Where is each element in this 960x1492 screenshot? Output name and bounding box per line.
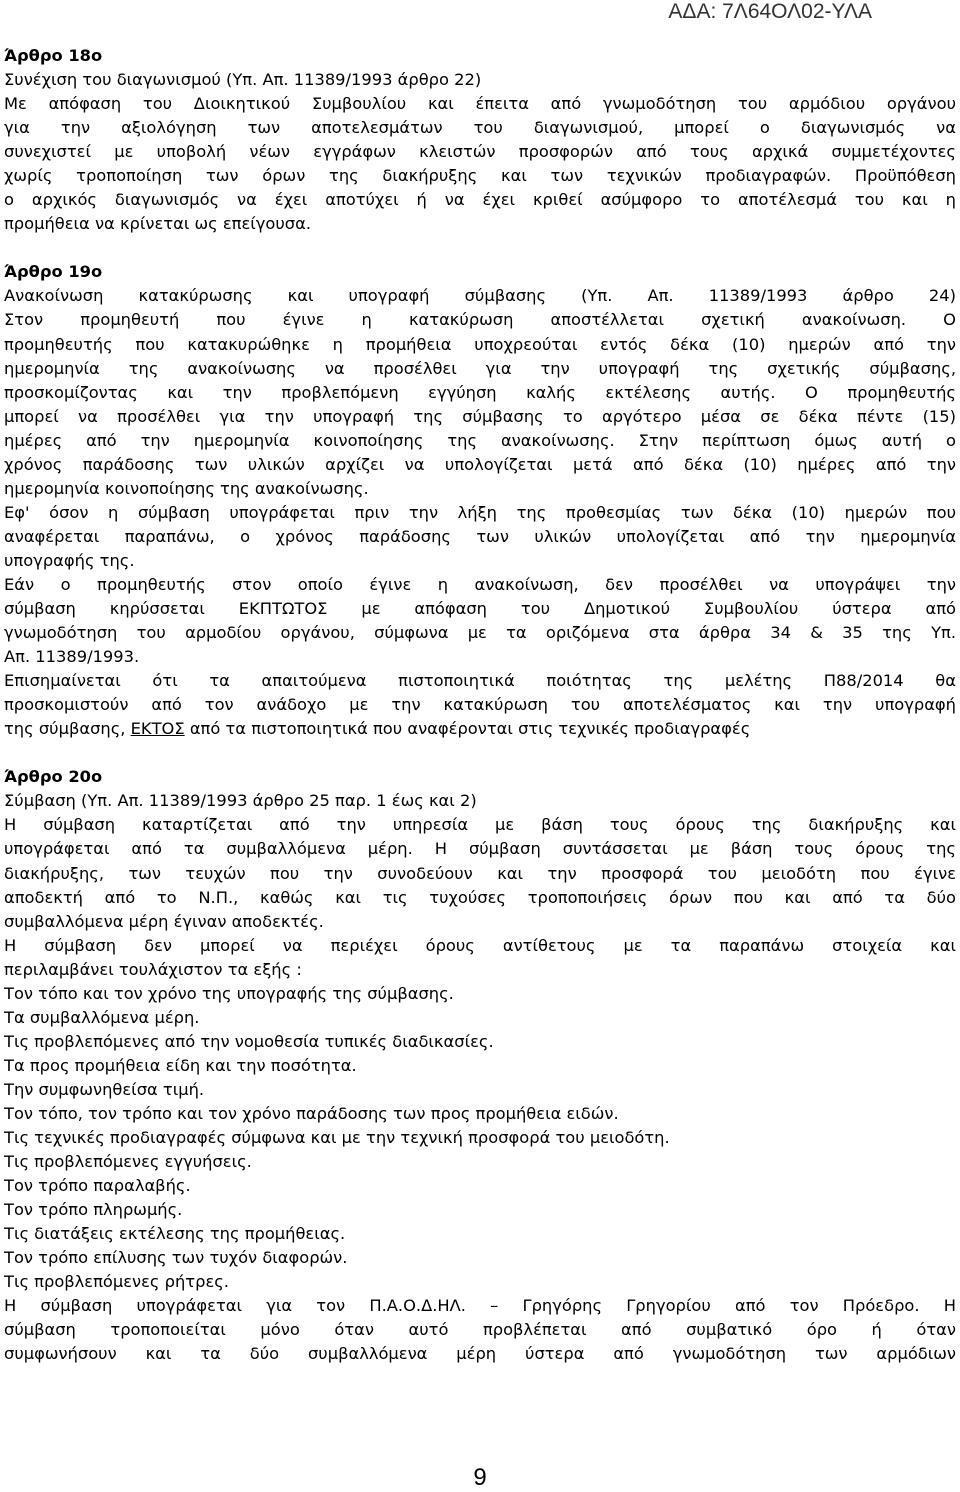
ektos-underlined: ΕΚΤΟΣ — [130, 719, 185, 739]
article-18-line: χωρίς τροποποίηση των όρων της διακήρυξης και των τεχνικών προδιαγραφών. Προϋπόθεση — [4, 166, 956, 186]
contract-item: Τον τρόπο επίλυσης των τυχόν διαφορών. — [4, 1248, 348, 1268]
article-20-line: Η σύμβαση δεν μπορεί να περιέχει όρους αντίθετους με τα παραπάνω στοιχεία και — [4, 935, 956, 955]
article-19-heading: Άρθρο 19ο — [4, 262, 103, 282]
contract-item: Τον τόπο και τον χρόνο της υπογραφής της σύμβασης. — [4, 983, 454, 1003]
page-number: 9 — [473, 1464, 487, 1491]
article-19-line: γνωμοδότηση του αρμοδίου οργάνου, σύμφωνα με τα οριζόμενα στα άρθρα 34 & 35 της Υπ. — [4, 623, 956, 643]
article-19-line: ημέρες από την ημερομηνία κοινοποίησης της ανακοίνωσης. Στην περίπτωση όμως αυτή ο — [4, 430, 956, 450]
document-body — [4, 44, 956, 1366]
article-19-line: Εάν ο προμηθευτής στον οποίο έγινε η ανακοίνωση, δεν προσέλθει να υπογράψει την — [4, 574, 956, 594]
contract-item: Τις τεχνικές προδιαγραφές σύμφωνα και με την τεχνική προσφορά του μειοδότη. — [4, 1128, 670, 1148]
article-19-line: ημερομηνία κοινοποίησης της ανακοίνωσης. — [4, 478, 369, 498]
line-text: της σύμβασης, — [4, 719, 131, 739]
contract-item: Τις προβλεπόμενες ρήτρες. — [4, 1272, 229, 1292]
article-20-line: υπογράφεται από τα συμβαλλόμενα μέρη. Η σύμβαση συντάσσεται με βάση τους όρους της — [4, 839, 956, 859]
line-text: από τα πιστοποιητικά που αναφέρονται στις τεχνικές προδιαγραφές — [184, 719, 751, 739]
article-19-line: αναφέρεται παραπάνω, ο χρόνος παράδοσης των υλικών υπολογίζεται από την ημερομηνία — [4, 526, 956, 546]
article-20-line: σύμβαση τροποποιείται μόνο όταν αυτό προβλέπεται από συμβατικό όρο ή όταν — [4, 1320, 956, 1340]
contract-item: Την συμφωνηθείσα τιμή. — [4, 1079, 205, 1099]
contract-item: Τον τόπο, τον τρόπο και τον χρόνο παράδοσης των προς προμήθεια ειδών. — [4, 1103, 619, 1123]
article-20-line: συμφωνήσουν και τα δύο συμβαλλόμενα μέρη ύστερα από γνωμοδότηση των αρμόδιων — [4, 1344, 956, 1364]
article-19-subtitle: Ανακοίνωση κατακύρωσης και υπογραφή σύμβασης (Υπ. Απ. 11389/1993 άρθρο 24) — [4, 286, 956, 306]
article-20-line: συμβαλλόμενα μέρη έγιναν αποδεκτές. — [4, 911, 324, 931]
spacer — [4, 741, 956, 765]
article-18-line: ο αρχικός διαγωνισμός να έχει αποτύχει ή να έχει κριθεί ασύμφορο το αποτέλεσμά του και η — [4, 190, 956, 210]
article-20-subtitle: Σύμβαση (Υπ. Απ. 11389/1993 άρθρο 25 παρ. 1 έως και 2) — [4, 791, 477, 811]
article-20-heading: Άρθρο 20ο — [4, 767, 103, 787]
article-19-line: μπορεί να προσέλθει για την υπογραφή της σύμβασης το αργότερο μέσα σε δέκα πέντε (15) — [4, 406, 956, 426]
article-19-line: υπογραφής της. — [4, 550, 135, 570]
contract-item: Τον τρόπο πληρωμής. — [4, 1200, 183, 1220]
article-19-line: προμηθευτής που κατακυρώθηκε η προμήθεια υποχρεούται εντός δέκα (10) ημερών από την — [4, 334, 956, 354]
article-18-line: Με απόφαση του Διοικητικού Συμβουλίου και έπειτα από γνωμοδότηση του αρμόδιου οργάνου — [4, 94, 956, 114]
article-20-line: Η σύμβαση υπογράφεται για τον Π.Α.Ο.Δ.ΗΛ. – Γρηγόρης Γρηγορίου από τον Πρόεδρο. Η — [4, 1296, 956, 1316]
article-18-line: προμήθεια να κρίνεται ως επείγουσα. — [4, 214, 312, 234]
contract-item: Τα συμβαλλόμενα μέρη. — [4, 1007, 200, 1027]
article-18-line: συνεχιστεί με υποβολή νέων εγγράφων κλειστών προσφορών από τους αρχικά συμμετέχοντες — [4, 142, 956, 162]
article-18-heading: Άρθρο 18ο — [4, 46, 103, 65]
article-20-line: περιλαμβάνει τουλάχιστον τα εξής : — [4, 959, 302, 979]
contract-item: Τον τρόπο παραλαβής. — [4, 1176, 191, 1196]
article-20-line: Η σύμβαση καταρτίζεται από την υπηρεσία με βάση τους όρους της διακήρυξης και — [4, 815, 956, 835]
contract-item: Τις προβλεπόμενες εγγυήσεις. — [4, 1152, 252, 1172]
article-19-line: προσκομιστούν από τον ανάδοχο με την κατακύρωση του αποτελέσματος και την υπογραφή — [4, 695, 956, 715]
article-19-line: Απ. 11389/1993. — [4, 647, 140, 667]
contract-item: Τις διατάξεις εκτέλεσης της προμήθειας. — [4, 1224, 346, 1244]
article-19-line: σύμβαση κηρύσσεται ΕΚΠΤΩΤΟΣ με απόφαση του Δημοτικού Συμβουλίου ύστερα από — [4, 599, 956, 619]
article-18-subtitle: Συνέχιση του διαγωνισμού (Υπ. Απ. 11389/1993 άρθρο 22) — [4, 70, 482, 90]
article-19-line: προσκομίζοντας και την προβλεπόμενη εγγύηση καλής εκτέλεσης αυτής. Ο προμηθευτής — [4, 382, 956, 402]
contract-item: Τα προς προμήθεια είδη και την ποσότητα. — [4, 1055, 357, 1075]
ada-code: ΑΔΑ: 7Λ64ΟΛ02-ΥΛΑ — [668, 0, 872, 23]
article-19-line: Στον προμηθευτή που έγινε η κατακύρωση αποστέλλεται σχετική ανακοίνωση. Ο — [4, 310, 956, 330]
article-19-line — [4, 717, 956, 741]
contract-item: Τις προβλεπόμενες από την νομοθεσία τυπικές διαδικασίες. — [4, 1031, 494, 1051]
article-20-line: αποδεκτή από το Ν.Π., καθώς και τις τυχούσες τροποποιήσεις όρων που και από τα δύο — [4, 887, 956, 907]
article-19-line: Εφ' όσον η σύμβαση υπογράφεται πριν την λήξη της προθεσμίας των δέκα (10) ημερών που — [4, 502, 956, 522]
article-18-line: για την αξιολόγηση των αποτελεσμάτων του διαγωνισμού, μπορεί ο διαγωνισμός να — [4, 118, 956, 138]
article-19-line: ημερομηνία της ανακοίνωσης να προσέλθει για την υπογραφή της σχετικής σύμβασης, — [4, 358, 956, 378]
article-19-line: Επισημαίνεται ότι τα απαιτούμενα πιστοποιητικά ποιότητας της μελέτης Π88/2014 θα — [4, 671, 956, 691]
article-20-line: διακήρυξης, των τευχών που την συνοδεύουν και την προσφορά του μειοδότη που έγινε — [4, 863, 956, 883]
spacer — [4, 236, 956, 260]
article-19-line: χρόνος παράδοσης των υλικών αρχίζει να υπολογίζεται μετά από δέκα (10) ημέρες από την — [4, 454, 956, 474]
